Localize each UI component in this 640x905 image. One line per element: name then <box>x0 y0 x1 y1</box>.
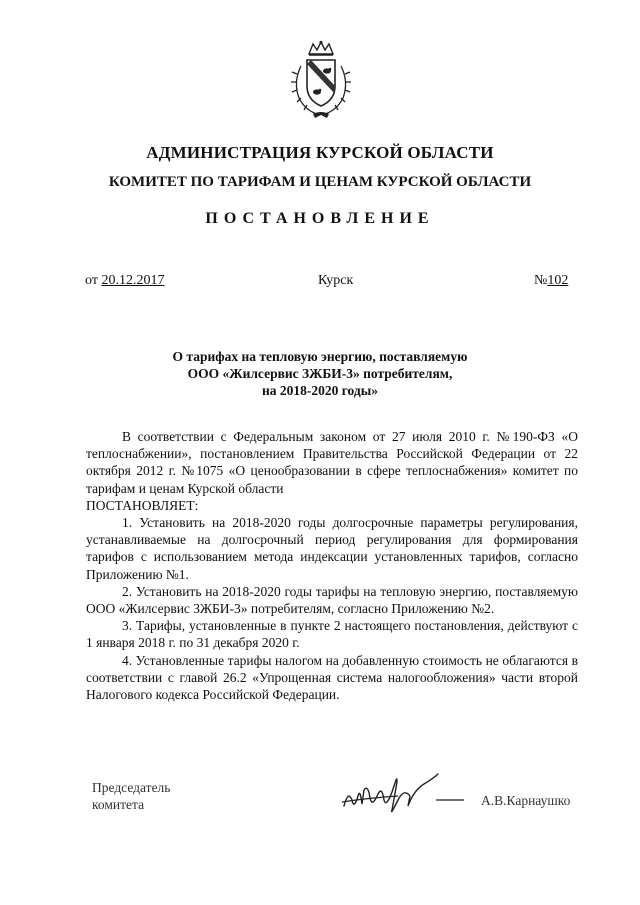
body-intro: В соответствии с Федеральным законом от 27 июля 2010 г. №190-ФЗ «О теплоснабжении», постановлением Правительства Российской Федерации от 22 октября 2012 г. №1075 «О ценообразовании в сфере теплоснабжения» комитет по тарифам и ценам Курской области <box>86 429 578 496</box>
date-value: 20.12.2017 <box>101 273 165 288</box>
signatory-name: А.В.Карнаушко <box>481 793 571 808</box>
kursk-coat-of-arms-icon <box>287 40 355 118</box>
subject-line-3: на 2018-2020 годы» <box>261 383 379 398</box>
administration-title: АДМИНИСТРАЦИЯ КУРСКОЙ ОБЛАСТИ <box>146 143 494 162</box>
document-body <box>86 428 578 703</box>
body-item-2: 2. Установить на 2018-2020 годы тарифы на тепловую энергию, поставляемую ООО «Жилсервис ЗЖБИ-3» потребителям, согласно Приложению №2. <box>86 583 578 617</box>
document-number <box>534 273 568 289</box>
signatory-title-line-2: комитета <box>92 797 145 812</box>
body-item-4: 4. Установленные тарифы налогом на добавленную стоимость не облагаются в соответствии с главой 26.2 «Упрощенная система налогообложения» части второй Налогового кодекса Российской Федерации. <box>86 652 578 703</box>
date-prefix: от <box>85 273 102 288</box>
number-value: 102 <box>547 273 569 288</box>
subject-line-1: О тарифах на тепловую энергию, поставляемую <box>172 349 468 364</box>
handwritten-signature-icon <box>338 770 468 818</box>
number-prefix: № <box>534 273 548 288</box>
document-subject <box>0 348 640 399</box>
subject-line-2: ООО «Жилсервис ЗЖБИ-3» потребителям, <box>187 366 453 381</box>
document-date <box>85 273 164 289</box>
signatory-title-line-1: Председатель <box>92 780 171 795</box>
signatory-title <box>92 779 170 813</box>
committee-title: КОМИТЕТ ПО ТАРИФАМ И ЦЕНАМ КУРСКОЙ ОБЛАСТИ <box>108 174 532 190</box>
document-type-title: ПОСТАНОВЛЕНИЕ <box>205 210 435 227</box>
body-item-1: 1. Установить на 2018-2020 годы долгосрочные параметры регулирования, устанавливаемые на долгосрочный период регулирования для формирования тарифов с использованием метода индексации установленных тарифов, согласно Приложению №1. <box>86 515 578 582</box>
document-city: Курск <box>318 273 354 288</box>
body-item-3: 3. Тарифы, установленные в пункте 2 настоящего постановления, действуют с 1 января 2018 г. по 31 декабря 2020 г. <box>86 618 578 651</box>
body-decree: ПОСТАНОВЛЯЕТ: <box>86 497 199 513</box>
